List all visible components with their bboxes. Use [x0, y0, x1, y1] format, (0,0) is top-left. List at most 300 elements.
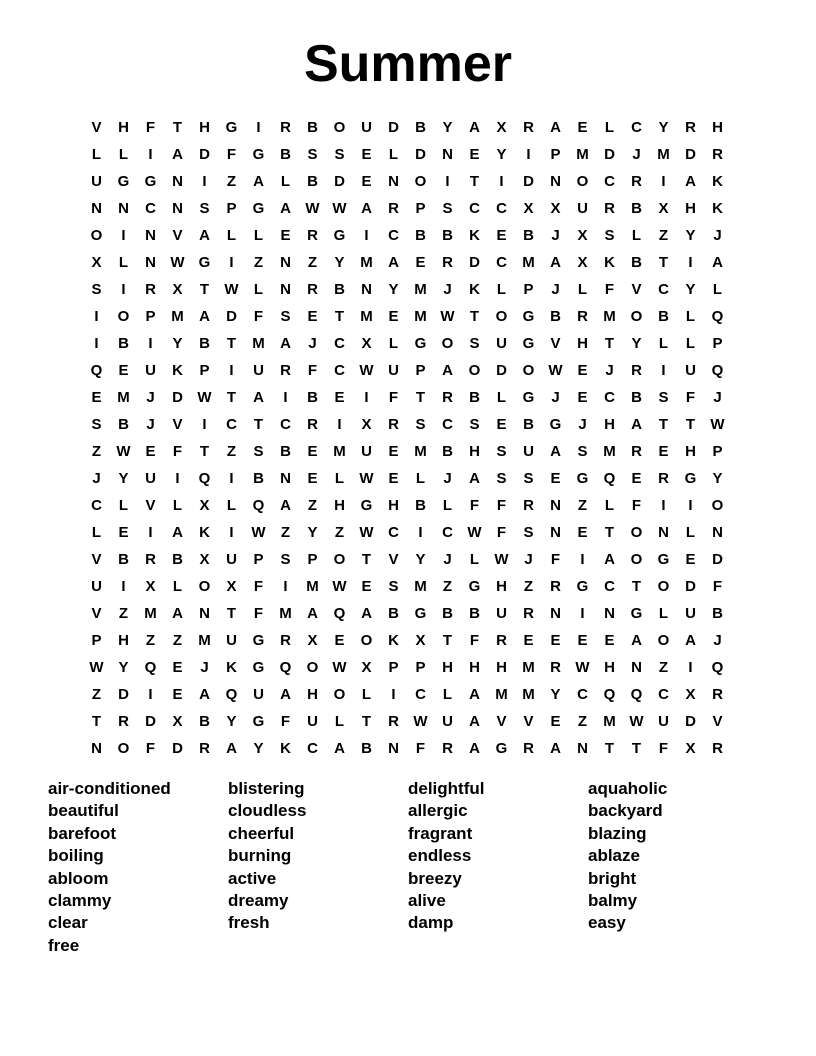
- grid-letter: W: [467, 524, 482, 541]
- grid-letter: E: [631, 470, 642, 487]
- grid-letter: X: [199, 497, 210, 514]
- grid-letter: Z: [442, 578, 453, 595]
- grid-letter: B: [469, 605, 480, 622]
- grid-letter: R: [658, 470, 669, 487]
- grid-letter: I: [526, 146, 531, 163]
- grid-letter: B: [118, 416, 129, 433]
- grid-letter: R: [523, 497, 534, 514]
- grid-letter: M: [522, 659, 535, 676]
- grid-letter: T: [361, 713, 372, 730]
- word-bank-item: barefoot: [48, 823, 116, 843]
- grid-letter: R: [280, 119, 291, 136]
- grid-letter: F: [388, 389, 399, 406]
- grid-letter: R: [442, 254, 453, 271]
- grid-letter: W: [251, 524, 266, 541]
- grid-letter: T: [253, 416, 264, 433]
- grid-letter: O: [333, 551, 346, 568]
- grid-letter: G: [144, 173, 157, 190]
- grid-letter: T: [469, 308, 480, 325]
- grid-letter: Z: [253, 254, 264, 271]
- grid-letter: B: [361, 740, 372, 757]
- grid-letter: B: [631, 200, 642, 217]
- grid-letter: O: [333, 119, 346, 136]
- grid-letter: D: [172, 389, 183, 406]
- grid-letter: N: [172, 173, 183, 190]
- grid-letter: H: [469, 659, 480, 676]
- grid-letter: H: [685, 443, 696, 460]
- grid-letter: Q: [630, 686, 643, 703]
- grid-letter: E: [496, 416, 507, 433]
- grid-letter: E: [145, 443, 156, 460]
- grid-letter: G: [198, 254, 211, 271]
- grid-letter: Q: [225, 686, 238, 703]
- grid-letter: I: [688, 254, 693, 271]
- grid-letter: D: [685, 146, 696, 163]
- grid-letter: S: [496, 443, 507, 460]
- grid-letter: L: [631, 227, 642, 244]
- grid-letter: R: [712, 740, 723, 757]
- grid-letter: E: [334, 632, 345, 649]
- grid-letter: K: [469, 281, 480, 298]
- grid-letter: L: [253, 227, 264, 244]
- grid-letter: T: [361, 551, 372, 568]
- grid-letter: R: [550, 659, 561, 676]
- grid-letter: A: [172, 605, 183, 622]
- grid-letter: T: [442, 632, 453, 649]
- grid-letter: J: [713, 389, 722, 406]
- grid-letter: S: [307, 146, 318, 163]
- grid-letter: E: [685, 551, 696, 568]
- grid-letter: V: [712, 713, 723, 730]
- grid-letter: T: [604, 740, 615, 757]
- grid-letter: L: [280, 173, 291, 190]
- grid-letter: A: [361, 605, 372, 622]
- grid-letter: J: [551, 389, 560, 406]
- grid-letter: N: [550, 605, 561, 622]
- grid-letter: R: [442, 389, 453, 406]
- grid-letter: H: [199, 119, 210, 136]
- grid-letter: B: [388, 605, 399, 622]
- grid-letter: F: [253, 578, 264, 595]
- grid-letter: R: [496, 632, 507, 649]
- grid-letter: N: [280, 254, 291, 271]
- grid-letter: F: [604, 281, 615, 298]
- grid-letter: C: [226, 416, 237, 433]
- grid-letter: F: [253, 605, 264, 622]
- grid-letter: R: [280, 362, 291, 379]
- grid-letter: R: [307, 416, 318, 433]
- grid-letter: N: [712, 524, 723, 541]
- grid-letter: R: [307, 281, 318, 298]
- grid-letter: C: [658, 281, 669, 298]
- grid-letter: E: [172, 686, 183, 703]
- grid-letter: R: [631, 362, 642, 379]
- grid-letter: C: [442, 416, 453, 433]
- grid-letter: L: [388, 335, 399, 352]
- grid-letter: I: [364, 227, 369, 244]
- grid-letter: U: [496, 335, 507, 352]
- grid-letter: R: [685, 119, 696, 136]
- grid-letter: U: [145, 470, 156, 487]
- grid-letter: G: [252, 659, 265, 676]
- grid-letter: Z: [523, 578, 534, 595]
- grid-letter: M: [360, 254, 373, 271]
- grid-letter: N: [280, 470, 291, 487]
- grid-letter: O: [360, 632, 373, 649]
- grid-letter: E: [577, 389, 588, 406]
- grid-letter: R: [550, 578, 561, 595]
- grid-letter: H: [685, 200, 696, 217]
- word-bank-item: cheerful: [228, 823, 295, 843]
- grid-letter: Y: [172, 335, 183, 352]
- grid-letter: T: [172, 119, 183, 136]
- grid-letter: Y: [658, 119, 669, 136]
- grid-letter: A: [685, 632, 696, 649]
- grid-letter: O: [657, 632, 670, 649]
- grid-letter: I: [148, 146, 153, 163]
- grid-letter: G: [252, 146, 265, 163]
- grid-letter: V: [91, 119, 102, 136]
- grid-letter: G: [522, 308, 535, 325]
- grid-letter: O: [468, 362, 481, 379]
- word-bank-item: clammy: [48, 891, 112, 911]
- word-bank-item: bright: [588, 868, 637, 888]
- grid-letter: N: [577, 740, 588, 757]
- grid-letter: R: [577, 308, 588, 325]
- grid-letter: D: [172, 740, 183, 757]
- grid-letter: I: [283, 578, 288, 595]
- grid-letter: P: [550, 146, 561, 163]
- grid-letter: G: [252, 200, 265, 217]
- grid-letter: Y: [388, 281, 399, 298]
- grid-letter: C: [658, 686, 669, 703]
- grid-letter: M: [576, 146, 589, 163]
- grid-letter: Z: [658, 659, 669, 676]
- grid-letter: S: [334, 146, 345, 163]
- grid-letter: Y: [631, 335, 642, 352]
- grid-letter: B: [523, 227, 534, 244]
- grid-letter: H: [442, 659, 453, 676]
- grid-letter: I: [94, 308, 99, 325]
- grid-letter: M: [603, 443, 616, 460]
- grid-letter: P: [712, 443, 723, 460]
- grid-letter: D: [334, 173, 345, 190]
- grid-letter: F: [226, 146, 237, 163]
- grid-letter: A: [172, 146, 183, 163]
- grid-letter: G: [225, 119, 238, 136]
- grid-letter: V: [496, 713, 507, 730]
- grid-letter: D: [415, 146, 426, 163]
- grid-letter: N: [550, 524, 561, 541]
- grid-letter: E: [577, 524, 588, 541]
- grid-letter: T: [226, 335, 237, 352]
- grid-letter: Q: [252, 497, 265, 514]
- word-bank-item: air-conditioned: [48, 779, 171, 798]
- grid-letter: B: [442, 443, 453, 460]
- grid-letter: A: [172, 524, 183, 541]
- grid-letter: Z: [91, 686, 102, 703]
- grid-letter: A: [199, 686, 210, 703]
- grid-letter: G: [576, 470, 589, 487]
- grid-letter: I: [175, 470, 180, 487]
- grid-letter: G: [468, 578, 481, 595]
- grid-letter: F: [685, 389, 696, 406]
- grid-letter: B: [523, 416, 534, 433]
- grid-letter: N: [388, 173, 399, 190]
- grid-letter: A: [469, 740, 480, 757]
- grid-letter: H: [334, 497, 345, 514]
- grid-letter: E: [307, 443, 318, 460]
- grid-letter: X: [577, 227, 588, 244]
- grid-letter: L: [685, 335, 696, 352]
- word-bank-item: boiling: [48, 846, 104, 866]
- grid-letter: N: [172, 200, 183, 217]
- grid-letter: O: [711, 497, 724, 514]
- grid-letter: B: [469, 389, 480, 406]
- grid-letter: Y: [334, 254, 345, 271]
- grid-letter: E: [91, 389, 102, 406]
- grid-letter: B: [550, 308, 561, 325]
- grid-letter: E: [388, 470, 399, 487]
- grid-letter: A: [334, 740, 345, 757]
- grid-letter: Z: [334, 524, 345, 541]
- grid-letter: B: [307, 173, 318, 190]
- grid-letter: W: [332, 200, 347, 217]
- grid-letter: N: [550, 173, 561, 190]
- grid-letter: S: [91, 416, 102, 433]
- grid-letter: N: [280, 281, 291, 298]
- grid-letter: M: [414, 578, 427, 595]
- grid-letter: X: [685, 686, 696, 703]
- grid-letter: W: [359, 362, 374, 379]
- grid-letter: F: [658, 740, 669, 757]
- grid-letter: A: [199, 227, 210, 244]
- grid-letter: N: [199, 605, 210, 622]
- grid-letter: R: [145, 281, 156, 298]
- grid-letter: I: [661, 362, 666, 379]
- grid-letter: M: [414, 308, 427, 325]
- grid-letter: A: [685, 173, 696, 190]
- grid-letter: G: [333, 227, 346, 244]
- grid-letter: C: [145, 200, 156, 217]
- grid-letter: G: [495, 740, 508, 757]
- grid-letter: E: [496, 227, 507, 244]
- grid-letter: N: [91, 200, 102, 217]
- grid-letter: H: [307, 686, 318, 703]
- grid-letter: I: [229, 524, 234, 541]
- grid-letter: P: [415, 362, 426, 379]
- grid-letter: C: [307, 740, 318, 757]
- grid-letter: I: [229, 362, 234, 379]
- grid-letter: P: [226, 200, 237, 217]
- grid-letter: I: [121, 578, 126, 595]
- grid-letter: B: [442, 227, 453, 244]
- grid-letter: Y: [550, 686, 561, 703]
- word-bank-item: blazing: [588, 823, 647, 843]
- grid-letter: M: [144, 605, 157, 622]
- grid-letter: W: [413, 713, 428, 730]
- grid-letter: S: [280, 308, 291, 325]
- grid-letter: Q: [603, 470, 616, 487]
- grid-letter: F: [550, 551, 561, 568]
- grid-letter: I: [418, 524, 423, 541]
- grid-letter: S: [604, 227, 615, 244]
- grid-letter: O: [630, 524, 643, 541]
- grid-letter: D: [523, 173, 534, 190]
- grid-letter: N: [388, 740, 399, 757]
- grid-letter: Q: [144, 659, 157, 676]
- grid-letter: C: [604, 578, 615, 595]
- grid-letter: I: [337, 416, 342, 433]
- grid-letter: O: [657, 578, 670, 595]
- grid-letter: S: [469, 335, 480, 352]
- grid-letter: J: [146, 416, 155, 433]
- grid-letter: C: [496, 200, 507, 217]
- grid-letter: O: [117, 308, 130, 325]
- grid-letter: R: [604, 200, 615, 217]
- grid-letter: C: [604, 389, 615, 406]
- grid-letter: E: [388, 443, 399, 460]
- grid-letter: R: [712, 146, 723, 163]
- grid-letter: B: [253, 470, 264, 487]
- grid-letter: X: [496, 119, 507, 136]
- grid-letter: Y: [226, 713, 237, 730]
- grid-letter: Y: [496, 146, 507, 163]
- word-bank-column: [408, 778, 588, 957]
- grid-letter: G: [549, 416, 562, 433]
- grid-letter: X: [685, 740, 696, 757]
- grid-letter: T: [199, 443, 210, 460]
- grid-letter: X: [361, 659, 372, 676]
- grid-letter: D: [604, 146, 615, 163]
- grid-letter: D: [496, 362, 507, 379]
- word-bank-item: free: [48, 935, 80, 955]
- grid-letter: C: [631, 119, 642, 136]
- grid-letter: P: [253, 551, 264, 568]
- word-bank: [48, 778, 768, 957]
- grid-letter: G: [630, 605, 643, 622]
- word-bank-item: backyard: [588, 801, 663, 821]
- grid-letter: X: [91, 254, 102, 271]
- grid-letter: C: [577, 686, 588, 703]
- grid-letter: J: [92, 470, 101, 487]
- word-bank-item: alive: [408, 891, 446, 911]
- grid-letter: T: [199, 281, 210, 298]
- grid-letter: B: [631, 254, 642, 271]
- grid-letter: I: [148, 524, 153, 541]
- grid-letter: R: [631, 443, 642, 460]
- grid-letter: T: [226, 605, 237, 622]
- grid-letter: D: [226, 308, 237, 325]
- grid-letter: P: [91, 632, 102, 649]
- grid-letter: X: [523, 200, 534, 217]
- grid-letter: O: [414, 173, 427, 190]
- grid-letter: C: [334, 362, 345, 379]
- grid-letter: E: [577, 119, 588, 136]
- grid-letter: L: [604, 497, 615, 514]
- grid-letter: P: [415, 200, 426, 217]
- grid-letter: F: [145, 740, 156, 757]
- grid-letter: Z: [226, 443, 237, 460]
- grid-letter: J: [524, 551, 533, 568]
- grid-letter: T: [604, 335, 615, 352]
- grid-letter: A: [253, 389, 264, 406]
- grid-letter: N: [118, 200, 129, 217]
- grid-letter: Y: [415, 551, 426, 568]
- grid-letter: O: [441, 335, 454, 352]
- grid-letter: S: [415, 416, 426, 433]
- grid-letter: J: [443, 281, 452, 298]
- grid-letter: A: [550, 119, 561, 136]
- grid-letter: M: [522, 254, 535, 271]
- grid-letter: S: [199, 200, 210, 217]
- grid-letter: Z: [91, 443, 102, 460]
- grid-letter: Q: [90, 362, 103, 379]
- grid-letter: A: [469, 713, 480, 730]
- grid-letter: F: [496, 524, 507, 541]
- grid-letter: F: [307, 362, 318, 379]
- grid-letter: S: [496, 470, 507, 487]
- grid-letter: A: [604, 551, 615, 568]
- grid-letter: J: [713, 632, 722, 649]
- grid-letter: W: [116, 443, 131, 460]
- grid-letter: P: [199, 362, 210, 379]
- grid-letter: B: [307, 389, 318, 406]
- grid-letter: U: [253, 686, 264, 703]
- grid-letter: B: [442, 605, 453, 622]
- grid-letter: T: [604, 524, 615, 541]
- grid-letter: O: [522, 362, 535, 379]
- grid-letter: G: [414, 335, 427, 352]
- grid-letter: K: [280, 740, 291, 757]
- grid-letter: D: [388, 119, 399, 136]
- grid-letter: X: [658, 200, 669, 217]
- grid-letter: Q: [603, 686, 616, 703]
- grid-letter: J: [200, 659, 209, 676]
- grid-letter: Z: [307, 254, 318, 271]
- grid-letter: C: [334, 335, 345, 352]
- grid-letter: Q: [711, 362, 724, 379]
- grid-letter: M: [279, 605, 292, 622]
- grid-letter: G: [252, 713, 265, 730]
- grid-letter: F: [253, 308, 264, 325]
- grid-letter: U: [145, 362, 156, 379]
- grid-letter: N: [604, 605, 615, 622]
- grid-letter: K: [604, 254, 615, 271]
- grid-letter: L: [253, 281, 264, 298]
- grid-letter: L: [496, 389, 507, 406]
- grid-letter: G: [576, 578, 589, 595]
- grid-letter: I: [661, 173, 666, 190]
- grid-letter: I: [229, 254, 234, 271]
- grid-letter: B: [307, 119, 318, 136]
- grid-letter: F: [631, 497, 642, 514]
- grid-letter: S: [577, 443, 588, 460]
- grid-letter: F: [469, 632, 480, 649]
- grid-letter: E: [550, 470, 561, 487]
- grid-letter: I: [229, 470, 234, 487]
- grid-letter: E: [469, 146, 480, 163]
- word-bank-column: [228, 778, 408, 957]
- grid-letter: R: [118, 713, 129, 730]
- grid-letter: D: [469, 254, 480, 271]
- grid-letter: M: [360, 308, 373, 325]
- grid-letter: N: [91, 740, 102, 757]
- grid-letter: L: [658, 605, 669, 622]
- word-bank-item: active: [228, 868, 277, 888]
- grid-letter: Y: [118, 659, 129, 676]
- grid-letter: P: [712, 335, 723, 352]
